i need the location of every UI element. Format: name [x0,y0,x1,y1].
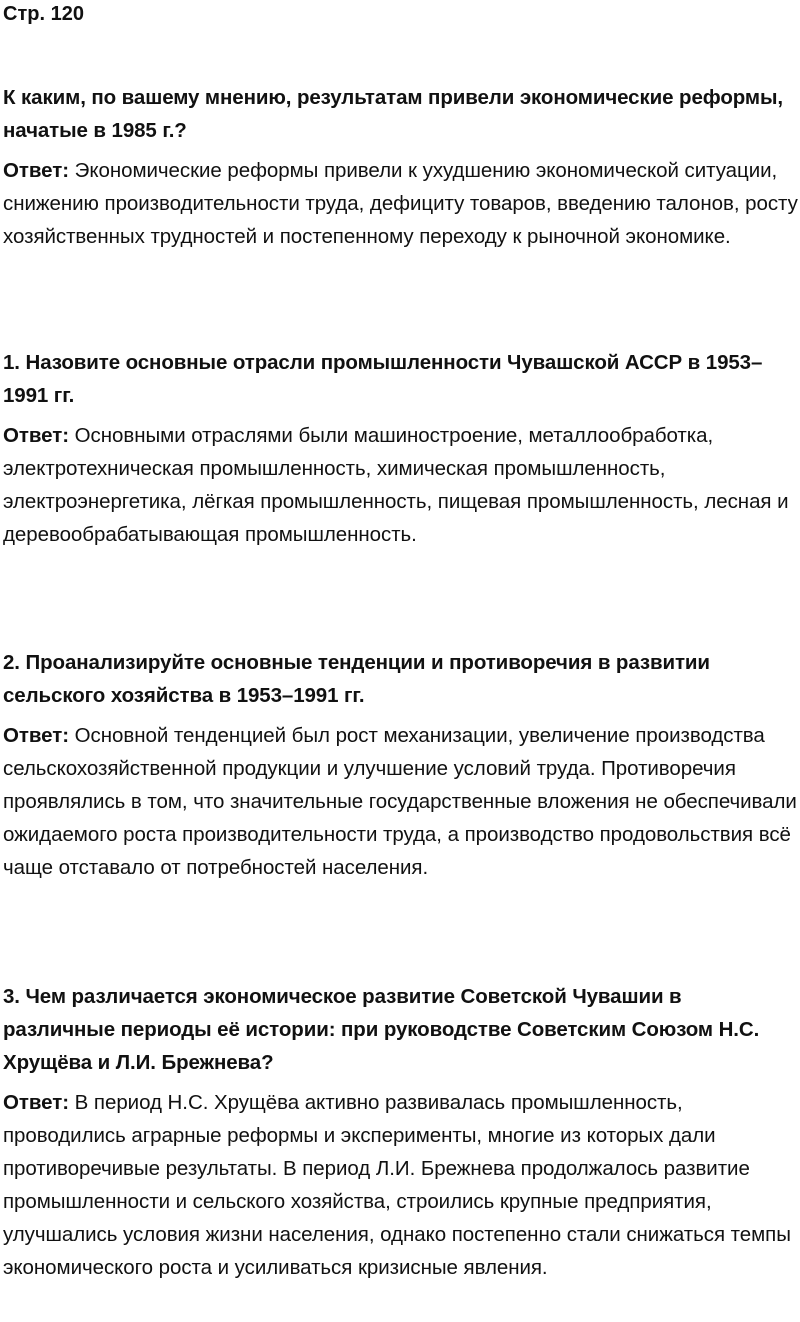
answer-text: В период Н.С. Хрущёва активно развивалась промышленность, проводились аграрные реформы и эксперименты, многие из которых дали противоречивые результаты. В период Л.И. Брежнева продолжалось развитие промышленности и сельского хозяйства, строились крупные предприятия, улучшались условия жизни населения, однако постепенно стали снижаться темпы экономического роста и усиливаться кризисные явления. [3,1091,791,1279]
qa-block-intro [3,81,799,253]
answer-paragraph [3,419,799,551]
answer-text: Экономические реформы привели к ухудшению экономической ситуации, снижению производительности труда, дефициту товаров, введению талонов, росту хозяйственных трудностей и постепенному переходу к рыночной экономике. [3,159,798,248]
qa-block-1 [3,346,799,551]
answer-paragraph [3,154,799,253]
answer-label: Ответ: [3,424,70,447]
answer-text: Основными отраслями были машиностроение, металлообработка, электротехническая промышленность, химическая промышленность, электроэнергетика, лёгкая промышленность, пищевая промышленность, лесная и деревообрабатывающая промышленность. [3,424,789,546]
question-heading: 2. Проанализируйте основные тенденции и противоречия в развитии сельского хозяйства в 1953–1991 гг. [3,651,710,707]
page-number: Стр. 120 [3,3,84,25]
answer-paragraph [3,719,799,884]
qa-block-2 [3,646,799,884]
question-heading: 3. Чем различается экономическое развитие Советской Чувашии в различные периоды её истории: при руководстве Советским Союзом Н.С. Хрущёва и Л.И. Брежнева? [3,985,760,1074]
answer-label: Ответ: [3,1091,70,1114]
answer-text: Основной тенденцией был рост механизации, увеличение производства сельскохозяйственной продукции и улучшение условий труда. Противоречия проявлялись в том, что значительные государственные вложения не обеспечивали ожидаемого роста производительности труда, а производство продовольствия всё чаще отставало от потребностей населения. [3,724,797,879]
answer-paragraph [3,1086,799,1284]
question-heading: 1. Назовите основные отрасли промышленности Чувашской АССР в 1953–1991 гг. [3,351,763,407]
answer-label: Ответ: [3,159,70,182]
question-heading: К каким, по вашему мнению, результатам привели экономические реформы, начатые в 1985 г.? [3,86,783,142]
qa-block-3 [3,980,799,1284]
answer-label: Ответ: [3,724,70,747]
